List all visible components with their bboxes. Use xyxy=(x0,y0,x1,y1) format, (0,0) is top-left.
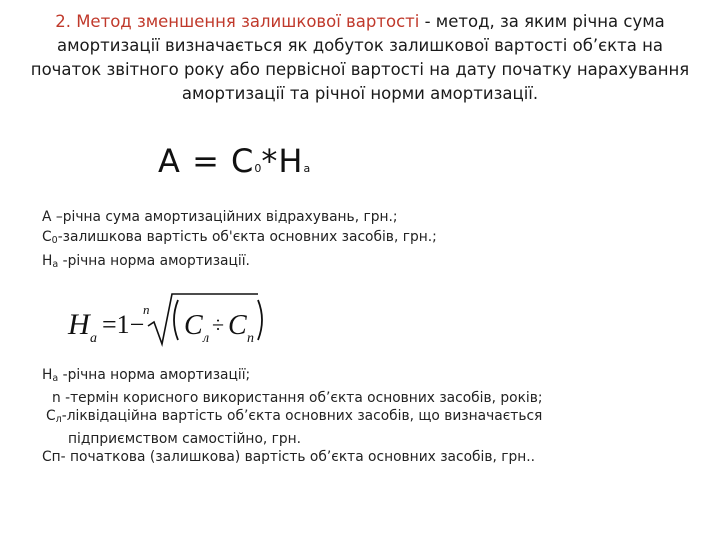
definition2-ha-sub: а xyxy=(52,373,59,384)
definition2-cl-sub: л xyxy=(55,414,62,425)
definition-c0 xyxy=(42,227,682,251)
formula-sub-h: а xyxy=(303,162,311,175)
formula-sub-c: 0 xyxy=(254,162,262,175)
formula2-equals-one: =1− xyxy=(102,310,145,339)
definition2-cl-symbol: С xyxy=(46,408,56,424)
definition2-cp-text: - початкова (залишкова) вартість об’єкта основних засобів, грн.. xyxy=(60,449,536,465)
formula2-sub-l: л xyxy=(203,331,210,346)
formula2-c1: C xyxy=(184,310,203,341)
definition2-ha-text: -річна норма амортизації; xyxy=(58,367,251,383)
left-paren xyxy=(174,300,178,340)
definition2-cl-continuation: підприємством самостійно, грн. xyxy=(68,430,302,447)
definition-ha-sub: а xyxy=(52,259,59,270)
formula2-sub-n: n xyxy=(247,331,254,346)
right-paren xyxy=(258,300,262,340)
definition-ha xyxy=(42,251,682,275)
definition2-cl xyxy=(42,407,692,430)
main-formula xyxy=(158,142,310,180)
formula2-c2: C xyxy=(228,310,247,341)
formula2-divide: ÷ xyxy=(212,312,225,337)
definition2-n: n -термін корисного використання об’єкта основних засобів, років; xyxy=(52,389,543,406)
definition2-ha xyxy=(42,366,692,389)
definition-ha-symbol: Н xyxy=(42,253,53,269)
definition2-cp-symbol: Сп xyxy=(42,449,61,465)
formula2-h: H xyxy=(68,308,90,341)
formula-definitions xyxy=(42,207,682,275)
norm-formula xyxy=(62,288,282,350)
formula2-root-index: n xyxy=(143,302,150,317)
definition-c0-sub: 0 xyxy=(51,235,58,246)
definition-a xyxy=(42,207,682,227)
norm-formula-svg xyxy=(62,288,282,350)
method-title: 2. Метод зменшення залишкової вартості xyxy=(55,12,420,31)
definition-ha-text: -річна норма амортизації. xyxy=(58,253,250,269)
formula2-sub-a: a xyxy=(90,331,97,346)
formula-mid: *Н xyxy=(261,142,304,180)
definition-c0-text: -залишкова вартість об'єкта основних засобів, грн.; xyxy=(57,229,437,245)
intro-paragraph xyxy=(28,10,692,106)
definition2-cl-text: -ліквідаційна вартість об’єкта основних засобів, що визначається xyxy=(61,408,543,424)
method-description: - метод, за яким річна сума амортизації визначається як добуток залишкової вартості об’єкта на початок звітного року або первісної вартості на дату початку нарахування амортизації та річної норми амортизації. xyxy=(30,12,690,103)
norm-definitions xyxy=(42,366,692,467)
definition-a-text: А –річна сума амортизаційних відрахувань, грн.; xyxy=(42,209,398,225)
definition2-cp xyxy=(42,448,692,467)
definition-c0-symbol: С xyxy=(42,229,52,245)
definition2-ha-symbol: Н xyxy=(42,367,53,383)
formula-lhs: А = С xyxy=(158,142,255,180)
